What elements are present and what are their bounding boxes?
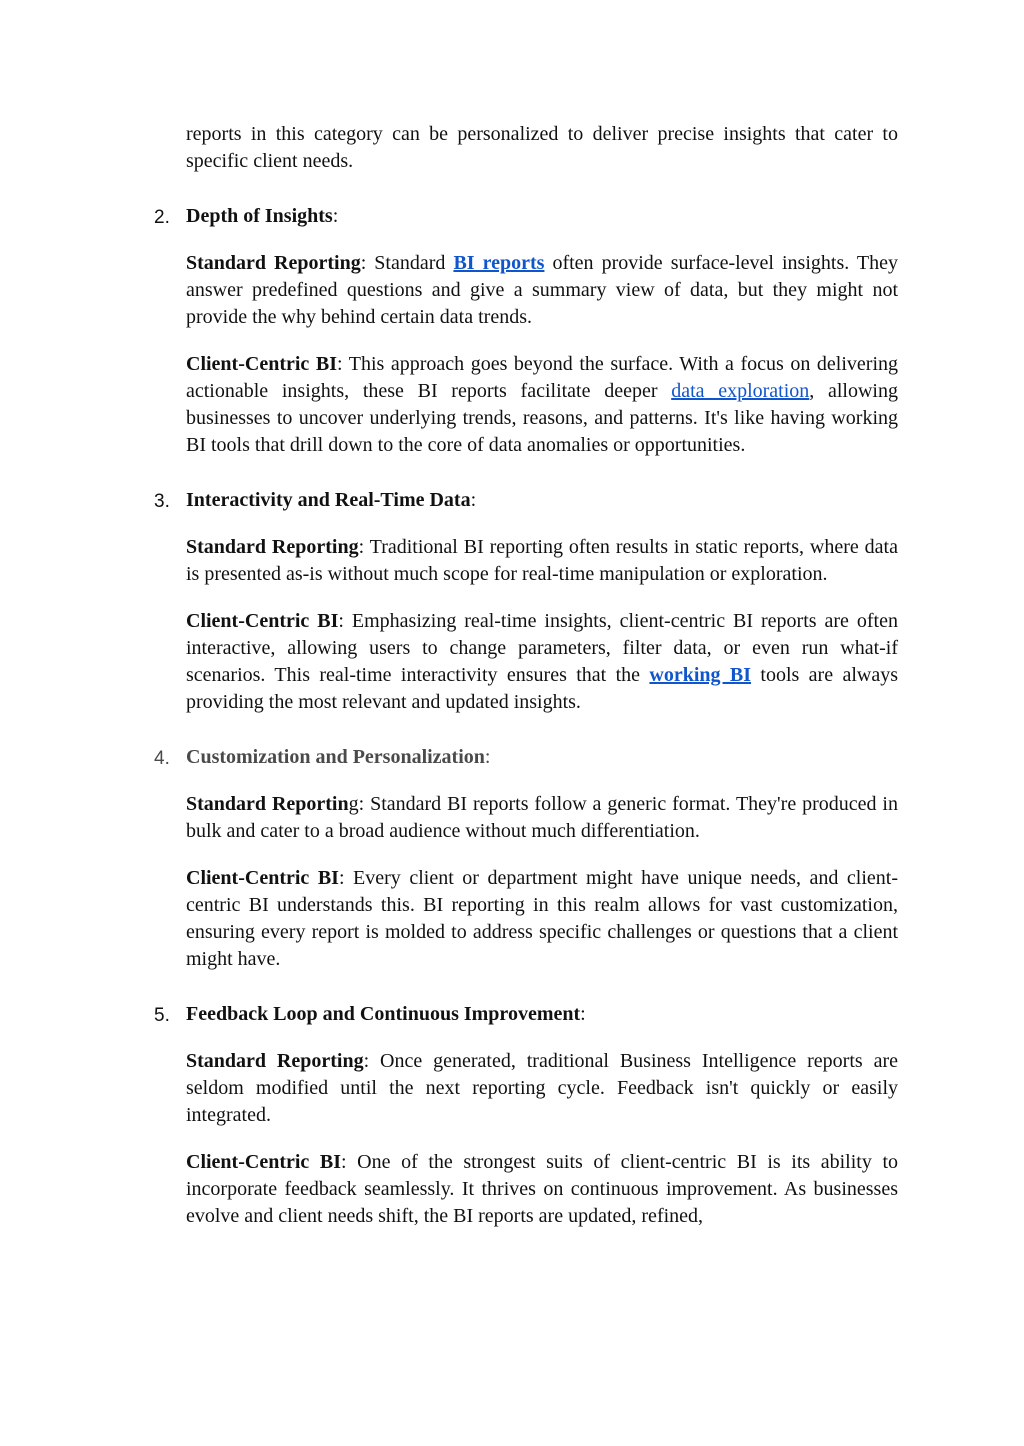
- section-heading: Interactivity and Real-Time Data:: [186, 489, 477, 511]
- list-item: [154, 487, 898, 514]
- section-heading: Customization and Personalization:: [186, 746, 491, 768]
- intro-paragraph: reports in this category can be personalized to deliver precise insights that cater to specific client needs.: [186, 123, 898, 172]
- term-label: Standard Reporting: [186, 1050, 364, 1072]
- term-label: Client-Centric BI: [186, 353, 337, 375]
- list-item: [154, 203, 898, 230]
- list-number: 3.: [154, 491, 170, 512]
- document-body: [154, 121, 899, 1230]
- list-item: [154, 1001, 898, 1028]
- section-interactivity: [154, 487, 899, 716]
- section-heading: Depth of Insights:: [186, 205, 339, 227]
- standard-reporting-paragraph: Standard Reporting: Standard BI reports often provide surface-level insights. They answer predefined questions and give a summary view of data, but they might not provide the why behind certain data trends.: [186, 252, 898, 328]
- list-number: 5.: [154, 1005, 170, 1026]
- standard-reporting-paragraph: Standard Reporting: Once generated, traditional Business Intelligence reports are seldom modified until the next reporting cycle. Feedback isn't quickly or easily integrated.: [186, 1050, 898, 1126]
- section-heading: Feedback Loop and Continuous Improvement:: [186, 1003, 586, 1025]
- section-depth-of-insights: [154, 203, 899, 459]
- term-label: Client-Centric BI: [186, 867, 339, 889]
- term-label: Client-Centric BI: [186, 610, 339, 632]
- term-label: Standard Reporting: [186, 536, 359, 558]
- standard-reporting-paragraph: Standard Reporting: Standard BI reports follow a generic format. They're produced in bulk and cater to a broad audience without much differentiation.: [186, 793, 898, 842]
- term-label: Standard Reportin: [186, 793, 349, 815]
- section-customization: [154, 744, 898, 973]
- list-item: [154, 744, 898, 771]
- term-label: Standard Reporting: [186, 252, 361, 274]
- list-number: 2.: [154, 207, 170, 228]
- working-bi-link[interactable]: working BI: [649, 664, 752, 686]
- data-exploration-link[interactable]: data exploration: [671, 380, 810, 402]
- list-number: 4.: [154, 748, 170, 769]
- section-feedback-loop: [154, 1001, 898, 1230]
- bi-reports-link[interactable]: BI reports: [453, 252, 545, 274]
- standard-reporting-paragraph: Standard Reporting: Traditional BI reporting often results in static reports, where data is presented as-is without much scope for real-time manipulation or exploration.: [186, 536, 898, 585]
- client-centric-paragraph: Client-Centric BI: Emphasizing real-time insights, client-centric BI reports are often interactive, allowing users to change parameters, filter data, or even run what-if scenarios. This real-time interactivity ensures that the working BI tools are always providing the most relevant and updated insights.: [186, 610, 899, 713]
- client-centric-paragraph: Client-Centric BI: This approach goes beyond the surface. With a focus on delivering actionable insights, these BI reports facilitate deeper data exploration, allowing businesses to uncover underlying trends, reasons, and patterns. It's like having working BI tools that drill down to the core of data anomalies or opportunities.: [186, 353, 899, 456]
- client-centric-paragraph: Client-Centric BI: One of the strongest suits of client-centric BI is its ability to incorporate feedback seamlessly. It thrives on continuous improvement. As businesses evolve and client needs shift, the BI reports are updated, refined,: [186, 1151, 898, 1227]
- term-label: Client-Centric BI: [186, 1151, 342, 1173]
- client-centric-paragraph: Client-Centric BI: Every client or department might have unique needs, and client-centric BI understands this. BI reporting in this realm allows for vast customization, ensuring every report is molded to address specific challenges or questions that a client might have.: [186, 867, 898, 970]
